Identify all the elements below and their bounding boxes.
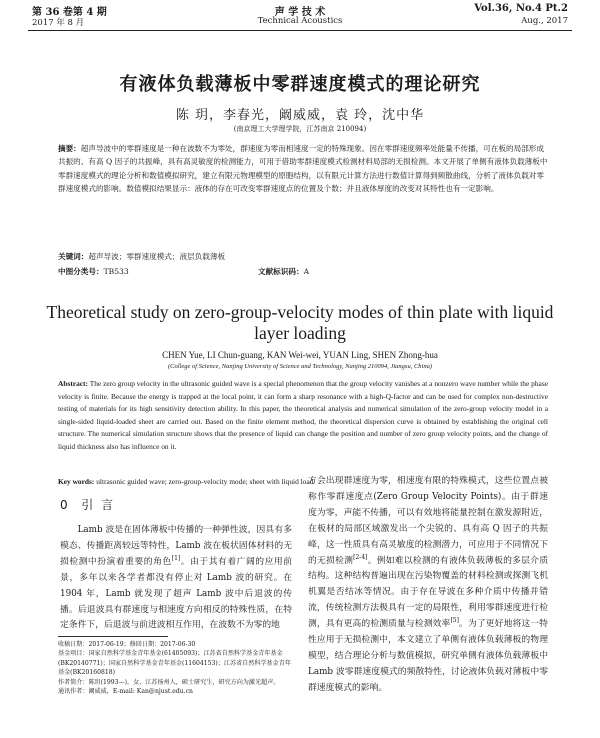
keywords-cn-label: 关键词：: [58, 252, 89, 261]
citation-ref: [1]: [171, 554, 181, 562]
header-date-cn: 2017 年 8 月: [32, 18, 85, 28]
classification-value: TB533: [103, 267, 129, 276]
keywords-en-label: Key words:: [58, 477, 95, 486]
footnote-author: 作者简介：陈玥(1993—)，女，江苏扬州人，硕士研究生，研究方向为激光超声。: [58, 678, 280, 686]
footnote-contact: 通讯作者：阚威威，E-mail: Kan@njust.edu.cn: [58, 688, 193, 696]
authors-en: CHEN Yue, LI Chun-guang, KAN Wei-wei, YUAN Ling, SHEN Zhong-hua: [162, 350, 438, 360]
affiliation-cn: (南京理工大学理学院，江苏南京 210094): [233, 125, 367, 133]
footnotes: [58, 640, 292, 696]
header-volume-en: Vol.36, No.4 Pt.2: [474, 3, 568, 14]
keywords-en: [58, 477, 313, 486]
body-right-text-a: 方会出现群速度为零，相速度有限的特殊模式，这些位置点被称作零群速度点(Zero Group Velocity Points)。由于群速度为零，声能不传播，可以有效地将能量控制在激发源附近，在板材的局部区域激发出一个尖锐的、具有高 Q 因子的共振峰，这一性质具有高灵敏度的检测潜力，可应用于不同情况下的无损检测: [308, 476, 548, 566]
document-code-label: 文献标识码：: [258, 267, 304, 276]
header-date-en: Aug., 2017: [521, 16, 568, 26]
header-volume-cn: 第 36 卷第 4 期: [32, 7, 107, 18]
authors-cn: 陈 玥，李春光，阚威威，袁 玲，沈中华: [175, 108, 425, 123]
header-rule: [28, 30, 572, 31]
header-journal-en: Technical Acoustics: [257, 16, 343, 26]
body-column-right: [308, 474, 548, 697]
document-code-value: A: [303, 267, 310, 276]
footnote-rule: [58, 636, 168, 637]
footnote-fund: 基金项目：国家自然科学基金青年基金(61405093)；江苏省自然科学基金青年基金(BK20140771)；国家自然科学基金青年基金(11604153)；江苏省自然科学基金青年基金(BK20160818): [58, 650, 291, 677]
document-code: [258, 266, 309, 277]
affiliation-en: (College of Science, Nanjing University of Science and Technology, Nanjing 210094, Jiangsu, China): [167, 363, 433, 370]
classification-number: [58, 266, 129, 277]
keywords-en-text: ultrasonic guided wave; zero-group-velocity mode; sheet with liquid load: [96, 477, 314, 486]
abstract-en: [58, 378, 548, 454]
footnote-received: 收稿日期：2017-06-19；修回日期：2017-06-30: [58, 641, 196, 648]
abstract-cn: [58, 142, 548, 196]
body-right-text-c: 。为了更好地将这一特性应用于无损检测中，本文建立了单侧有液体负载薄板的物理模型，结合理论分析与数值模拟，研究单侧有液体负载薄板中 Lamb 波零群速度模式的频散特性，讨论液体负载对薄板中零群速度模式的影响。: [308, 619, 548, 693]
abstract-en-text: The zero group velocity in the ultrasonic guided wave is a special phenomenon that the group velocity vanishes at a nonzero wave number while the phase velocity is finite. Because the energy is trapped at the local point, it can form a sharp resonance with a high-Q-factor and can be used for complex non-destructive testing of materials for its high sensitivity detection ability. In this paper, the theoretical analysis and numerical simulation of the zero-group velocity model in a single-sided liquid-loaded sheet are carried out. Based on the finite element method, the theoretical dispersion curve is obtained by establishing the original cell structure. The numerical simulation structure shows that the presence of liquid can change the position and number of zero group velocity points, and the change of liquid thickness also has influence on it.: [58, 379, 548, 451]
paper-title-cn: 有液体负载薄板中零群速度模式的理论研究: [119, 74, 481, 95]
keywords-cn-text: 超声导波；零群速度模式；液层负载薄板: [88, 252, 226, 261]
body-right-text-b: 。例如难以检测的有液体负载薄板的多层介质结构。这种结构普遍出现在污染物覆盖的材料检测或探测飞机机翼是否结冰等情况。由于存在导波在多种介质中传播并错流，传统检测方法极具有一定的局限性，利用零群速度进行检测，具有更高的检测质量与检测效率: [308, 555, 548, 630]
section-number: 0: [60, 498, 70, 512]
abstract-cn-text: 超声导波中的零群速度是一种在波数不为零处，群速度为零而相速度一定的特殊现象。因在零群速度频率处能量不传播，可在板的局部形成共振的、有高 Q 因子的共振峰，具有高灵敏度的检测能力，可用于借助零群速度模式检测材料局部的无损检测。本文开展了单侧有液体负载薄板中零群速度模式的理论分析和数值模拟研究，建立有限元物理模型的原胞结构，以有限元计算方法进行数值计算得到频散曲线，分析了液体负载对零群速度模式的影响。数值模拟结果显示：液体的存在可改变零群速度点的位置及个数；并且液体厚度的改变对其特性也有一定影响。: [58, 144, 548, 194]
paper-title-en: Theoretical study on zero-group-velocity modes of thin plate with liquid layer loading: [46, 302, 554, 343]
section-title: 引 言: [81, 498, 116, 512]
abstract-cn-label: 摘要：: [58, 144, 81, 153]
citation-ref: [2-4]: [353, 553, 368, 561]
body-left-text-b: 。由于其有着广阔的应用前景，多年以来各学者都没有停止对 Lamb 波的研究。在 1904 年，Lamb 就发现了超声 Lamb 波中后退波的传播。后退波具有群速度与相速度方向相反的特殊性质，在特定条件下，后退波与前进波相互作用，在波数不为零的地: [60, 556, 292, 631]
running-header: [0, 0, 600, 36]
keywords-cn: [58, 251, 225, 262]
header-journal-cn: 声 学 技 术: [274, 7, 326, 18]
citation-ref: [5]: [450, 617, 459, 625]
body-column-left: [60, 523, 292, 634]
abstract-en-label: Abstract:: [58, 379, 88, 388]
body-left-text-a: Lamb 波是在固体薄板中传播的一种弹性波，因具有多模态、传播距离较远等特性，Lamb 波在板状固体材料的无损检测中扮演着重要的角色: [60, 525, 292, 567]
classification-label: 中图分类号：: [58, 267, 104, 276]
section-heading: [60, 496, 115, 513]
